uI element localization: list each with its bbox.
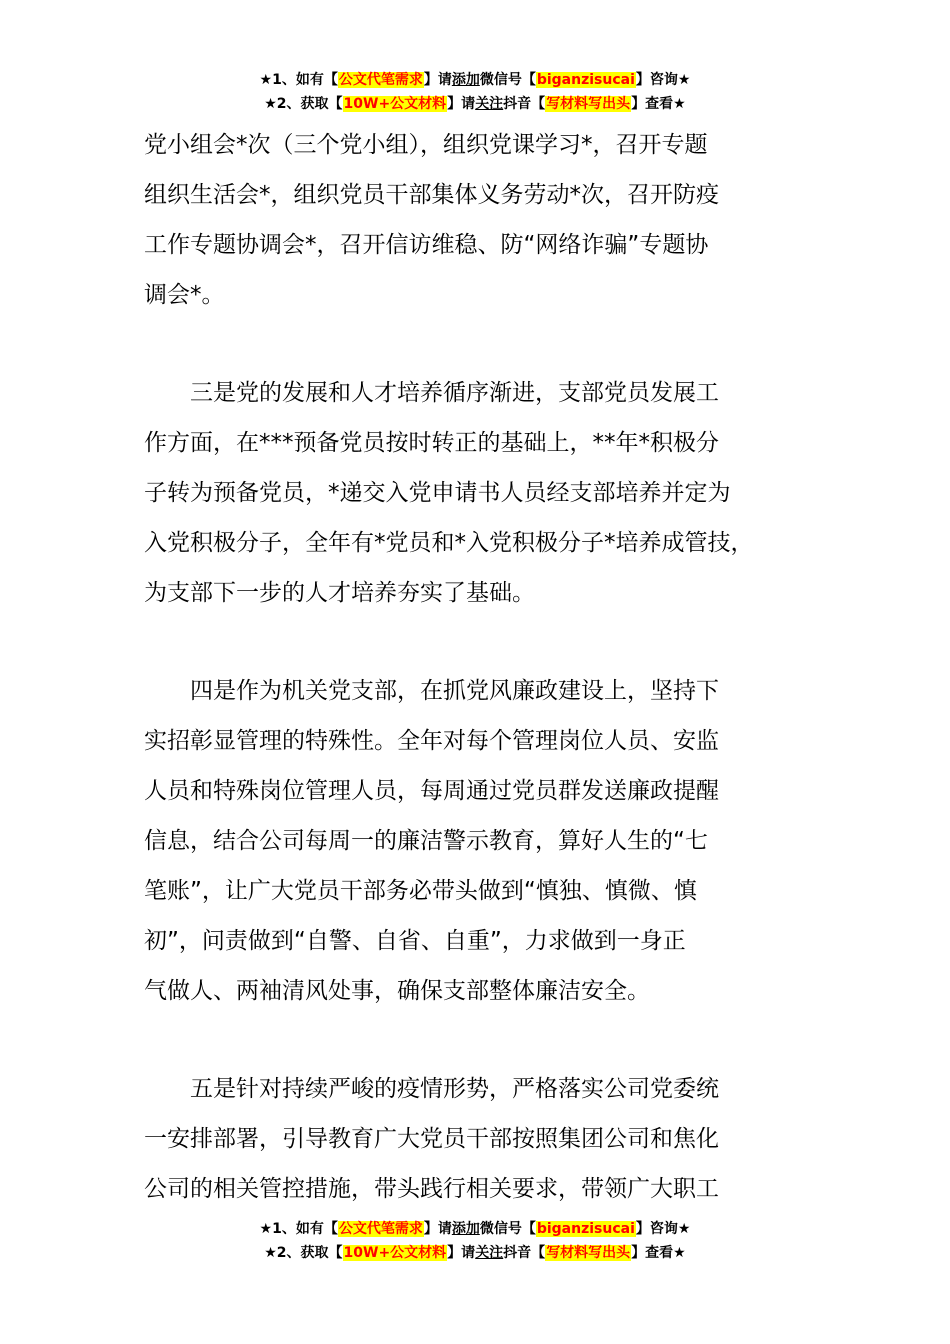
text-line: 初”，问责做到“自警、自省、自重”，力求做到一身正 [144,928,686,954]
text-line: 子转为预备党员，*递交入党申请书人员经支部培养并定为 [144,480,731,506]
highlight-douyin-account: 写材料写出头 [546,96,631,112]
document-body [144,120,834,1214]
highlight-wechat-id: biganzisucai [536,1221,635,1237]
highlight-service: 公文代笔需求 [338,1221,423,1237]
text-line: 实招彰显管理的特殊性。全年对每个管理岗位人员、安监 [144,728,719,754]
paragraph-1 [144,120,834,320]
text-line: 作方面，在***预备党员按时转正的基础上，**年*积极分 [144,430,719,456]
highlight-douyin-account: 写材料写出头 [546,1245,631,1261]
paragraph-3 [144,666,834,1016]
highlight-materials: 10W+公文材料 [343,1245,447,1261]
highlight-materials: 10W+公文材料 [343,96,447,112]
text-line: 笔账”，让广大党员干部务必带头做到“慎独、慎微、慎 [144,878,697,904]
text-line: 四是作为机关党支部，在抓党风廉政建设上，坚持下 [190,678,719,704]
text-line: 为支部下一步的人才培养夯实了基础。 [144,580,535,606]
text-line: 五是针对持续严峻的疫情形势，严格落实公司党委统 [190,1076,719,1102]
text-line: 人员和特殊岗位管理人员，每周通过党员群发送廉政提醒 [144,778,719,804]
header-banner [0,68,950,116]
highlight-wechat-id: biganzisucai [536,72,635,88]
text-line: 一安排部署，引导教育广大党员干部按照集团公司和焦化 [144,1126,719,1152]
text-line: 调会*。 [144,282,225,308]
banner-line-2: ★2、获取【10W+公文材料】请关注抖音【写材料写出头】查看★ [264,1245,686,1261]
paragraph-2 [144,368,834,618]
paragraph-4 [144,1064,834,1214]
text-line: 工作专题协调会*，召开信访维稳、防“网络诈骗”专题协 [144,232,709,258]
text-line: 三是党的发展和人才培养循序渐进，支部党员发展工 [190,380,719,406]
banner-line-2: ★2、获取【10W+公文材料】请关注抖音【写材料写出头】查看★ [264,96,686,112]
banner-line-1: ★1、如有【公文代笔需求】请添加微信号【biganzisucai】咨询★ [259,72,691,88]
text-line: 公司的相关管控措施，带头践行相关要求，带领广大职工 [144,1176,719,1202]
text-line: 组织生活会*，组织党员干部集体义务劳动*次，召开防疫 [144,182,719,208]
text-line: 信息，结合公司每周一的廉洁警示教育，算好人生的“七 [144,828,708,854]
text-line: 党小组会*次（三个党小组），组织党课学习*，召开专题 [144,132,708,158]
highlight-service: 公文代笔需求 [338,72,423,88]
banner-line-1: ★1、如有【公文代笔需求】请添加微信号【biganzisucai】咨询★ [259,1221,691,1237]
text-line: 气做人、两袖清风处事，确保支部整体廉洁安全。 [144,978,650,1004]
text-line: 入党积极分子，全年有*党员和*入党积极分子*培养成管技， [144,530,754,556]
footer-banner [0,1217,950,1265]
